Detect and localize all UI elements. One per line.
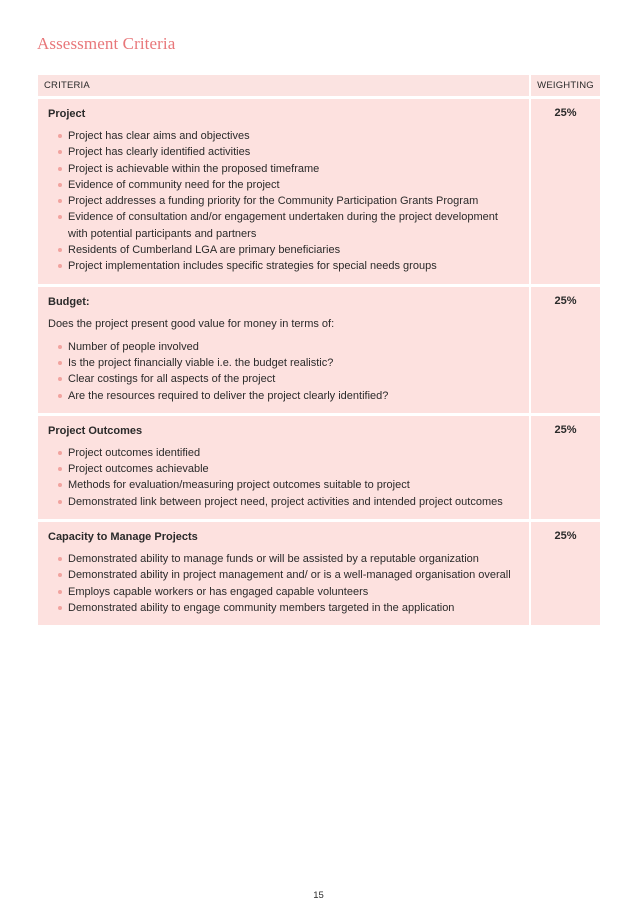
bullet-text: Are the resources required to deliver the project clearly identified? bbox=[68, 389, 389, 402]
bullet-icon bbox=[58, 590, 62, 594]
bullet-icon bbox=[58, 248, 62, 252]
bullet-text: Project implementation includes specific strategies for special needs groups bbox=[68, 260, 437, 273]
table-row bbox=[38, 413, 600, 519]
table-row bbox=[38, 96, 600, 284]
list-item bbox=[58, 461, 519, 477]
criteria-cell bbox=[38, 413, 529, 519]
bullet-text: Project is achievable within the proposed timeframe bbox=[68, 162, 320, 175]
criteria-title: Project bbox=[48, 108, 86, 120]
bullet-icon bbox=[58, 377, 62, 381]
bullet-text: Project addresses a funding priority for the Community Participation Grants Program bbox=[68, 195, 479, 208]
table-header-row bbox=[38, 75, 600, 96]
criteria-title: Budget: bbox=[48, 295, 90, 308]
criteria-bullet-list bbox=[48, 445, 519, 510]
bullet-icon bbox=[58, 451, 62, 455]
list-item bbox=[58, 388, 519, 404]
weighting-value: 25% bbox=[529, 96, 600, 284]
bullet-icon bbox=[58, 500, 62, 504]
bullet-text: Evidence of consultation and/or engagement undertaken during the project development with potential participants and partners bbox=[68, 211, 498, 240]
list-item bbox=[58, 177, 519, 193]
list-item bbox=[58, 371, 519, 387]
bullet-text: Demonstrated ability to manage funds or will be assisted by a reputable organization bbox=[68, 553, 479, 566]
list-item bbox=[58, 161, 519, 177]
list-item bbox=[58, 494, 519, 510]
bullet-icon bbox=[58, 150, 62, 154]
list-item bbox=[58, 144, 519, 160]
page-title: Assessment Criteria bbox=[37, 34, 176, 53]
assessment-criteria-table bbox=[38, 75, 600, 625]
list-item bbox=[58, 128, 519, 144]
bullet-icon bbox=[58, 183, 62, 187]
bullet-text: Employs capable workers or has engaged capable volunteers bbox=[68, 585, 369, 598]
criteria-bullet-list bbox=[48, 551, 519, 616]
bullet-icon bbox=[58, 467, 62, 471]
list-item bbox=[58, 355, 519, 371]
criteria-cell bbox=[38, 284, 529, 413]
criteria-intro: Does the project present good value for money in terms of: bbox=[48, 317, 335, 330]
bullet-text: Project outcomes identified bbox=[68, 446, 201, 459]
list-item bbox=[58, 242, 519, 258]
list-item bbox=[58, 477, 519, 493]
bullet-icon bbox=[58, 134, 62, 138]
criteria-cell bbox=[38, 519, 529, 625]
weighting-value: 25% bbox=[529, 519, 600, 625]
bullet-text: Is the project financially viable i.e. the budget realistic? bbox=[68, 356, 334, 369]
bullet-text: Project has clear aims and objectives bbox=[68, 130, 250, 142]
list-item bbox=[58, 584, 519, 600]
list-item bbox=[58, 339, 519, 355]
list-item bbox=[58, 258, 519, 274]
criteria-column-header: CRITERIA bbox=[38, 75, 529, 96]
bullet-text: Residents of Cumberland LGA are primary beneficiaries bbox=[68, 244, 341, 257]
page-number: 15 bbox=[313, 890, 324, 901]
list-item bbox=[58, 445, 519, 461]
list-item bbox=[58, 209, 519, 242]
bullet-text: Project has clearly identified activities bbox=[68, 146, 251, 159]
criteria-bullet-list bbox=[48, 339, 519, 404]
bullet-text: Demonstrated ability to engage community members targeted in the application bbox=[68, 601, 455, 614]
weighting-value: 25% bbox=[529, 284, 600, 413]
bullet-icon bbox=[58, 394, 62, 398]
criteria-bullet-list bbox=[48, 128, 519, 275]
bullet-text: Evidence of community need for the project bbox=[68, 178, 280, 191]
bullet-text: Demonstrated link between project need, project activities and intended project outcomes bbox=[68, 495, 503, 508]
criteria-title: Project Outcomes bbox=[48, 424, 143, 437]
criteria-table-body bbox=[38, 96, 600, 625]
bullet-icon bbox=[58, 215, 62, 219]
list-item bbox=[58, 551, 519, 567]
bullet-icon bbox=[58, 557, 62, 561]
bullet-text: Number of people involved bbox=[68, 340, 199, 353]
list-item bbox=[58, 193, 519, 209]
bullet-icon bbox=[58, 361, 62, 365]
table-row bbox=[38, 519, 600, 625]
bullet-icon bbox=[58, 606, 62, 610]
list-item bbox=[58, 600, 519, 616]
bullet-icon bbox=[58, 167, 62, 171]
criteria-title: Capacity to Manage Projects bbox=[48, 531, 198, 544]
list-item bbox=[58, 567, 519, 583]
bullet-icon bbox=[58, 264, 62, 268]
bullet-icon bbox=[58, 199, 62, 203]
weighting-column-header: WEIGHTING bbox=[529, 75, 600, 96]
criteria-cell bbox=[38, 96, 529, 284]
bullet-icon bbox=[58, 345, 62, 349]
bullet-icon bbox=[58, 483, 62, 487]
bullet-text: Methods for evaluation/measuring project outcomes suitable to project bbox=[68, 479, 410, 492]
bullet-text: Clear costings for all aspects of the project bbox=[68, 373, 276, 386]
bullet-icon bbox=[58, 573, 62, 577]
bullet-text: Project outcomes achievable bbox=[68, 463, 209, 476]
bullet-text: Demonstrated ability in project management and/ or is a well-managed organisation overall bbox=[68, 569, 511, 582]
weighting-value: 25% bbox=[529, 413, 600, 519]
table-row bbox=[38, 284, 600, 413]
